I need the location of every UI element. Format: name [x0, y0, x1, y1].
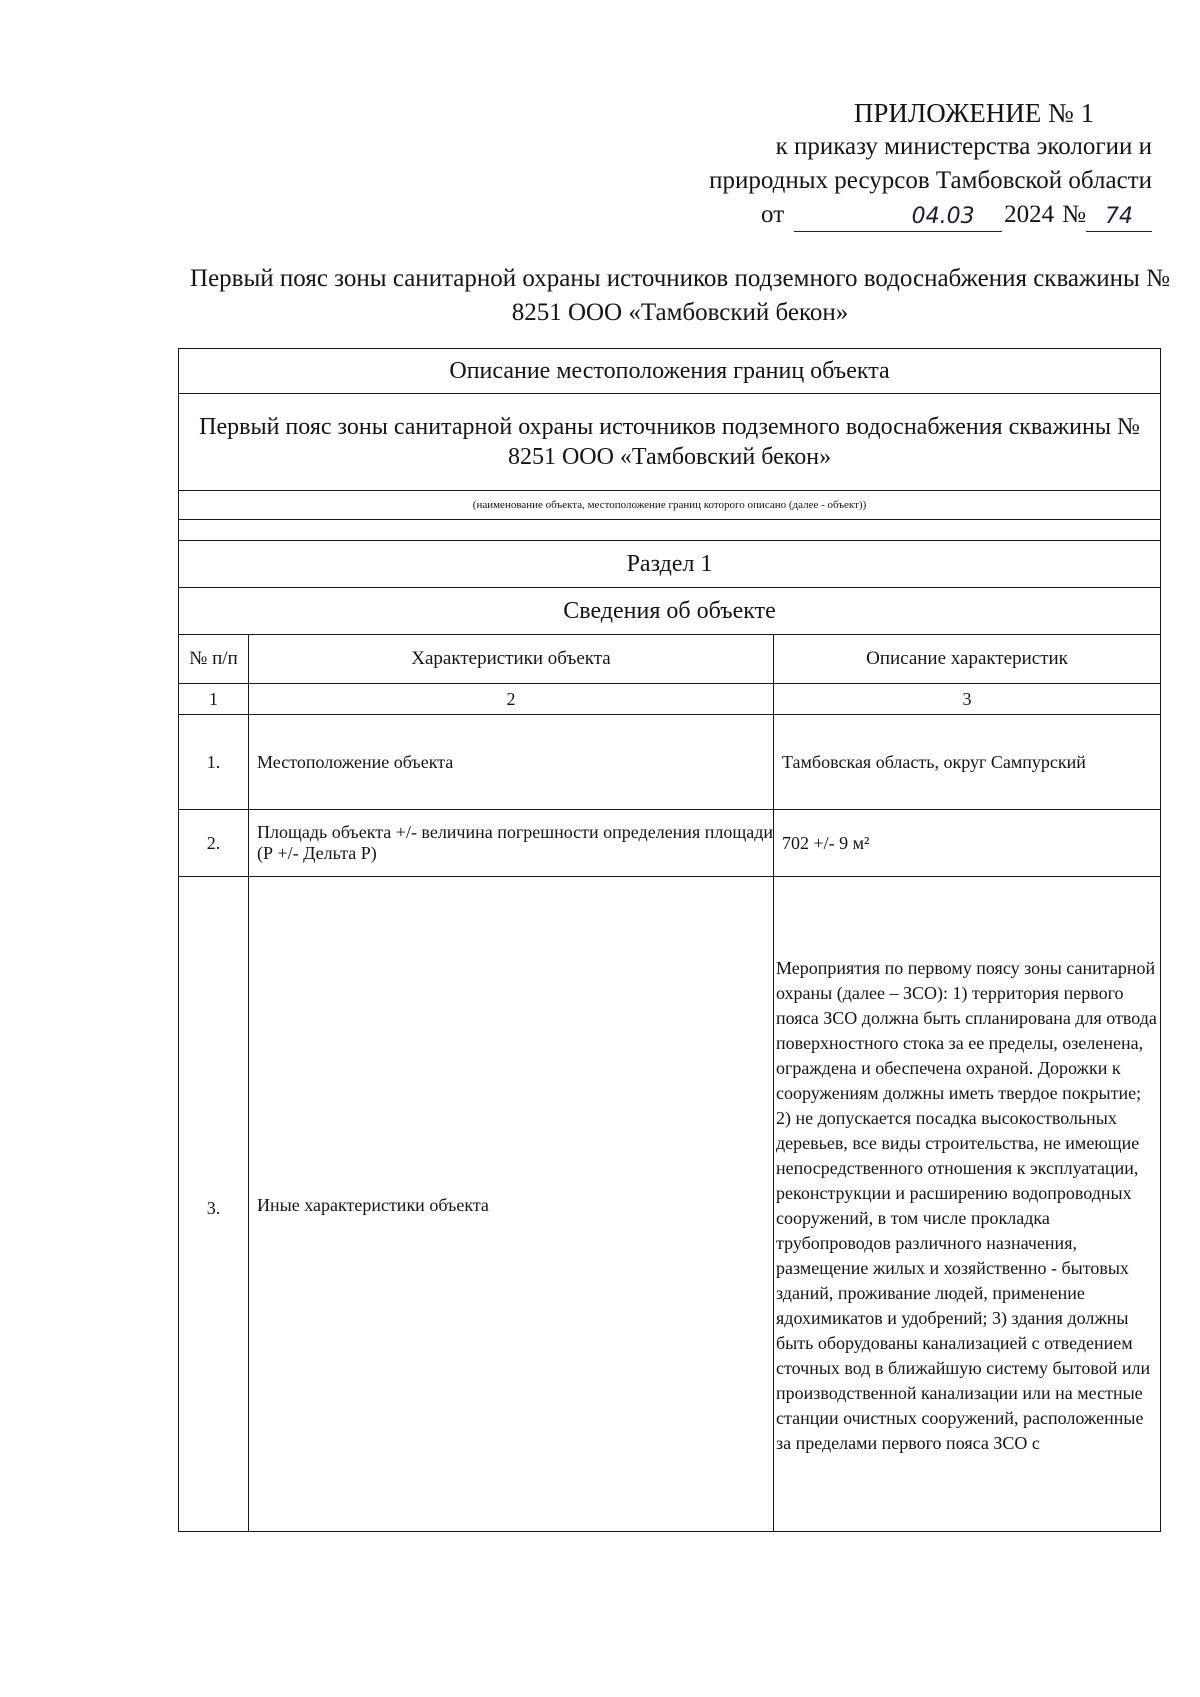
appendix-date-line: [632, 198, 1152, 232]
row-description: 702 +/- 9 м²: [774, 810, 1161, 877]
number-label: №: [1062, 201, 1086, 228]
table-row: [179, 715, 1161, 810]
from-label: от: [761, 201, 785, 228]
row-description: Тамбовская область, округ Сампурский: [774, 715, 1161, 810]
object-name: Первый пояс зоны санитарной охраны источников подземного водоснабжения скважины № 8251 ООО «Тамбовский бекон»: [179, 394, 1161, 491]
spacer-cell: [179, 520, 1161, 541]
appendix-line-2: к приказу министерства экологии и: [775, 133, 1152, 160]
number-field: [1086, 201, 1152, 232]
appendix-line-3: природных ресурсов Тамбовской области: [709, 167, 1152, 194]
appendix-title: ПРИЛОЖЕНИЕ № 1: [853, 98, 1094, 128]
date-handwritten: 04.03: [911, 204, 975, 229]
section-row: [179, 541, 1161, 588]
table-heading: Описание местоположения границ объекта: [179, 349, 1161, 394]
object-name-row: [179, 394, 1161, 491]
appendix-header: [632, 96, 1152, 232]
table-heading-row: [179, 349, 1161, 394]
boundaries-table: [178, 348, 1161, 1532]
row-characteristic: Иные характеристики объекта: [249, 877, 774, 1532]
object-name-note-row: [179, 491, 1161, 520]
number-handwritten: 74: [1105, 204, 1133, 229]
column-number-3: 3: [774, 684, 1161, 715]
document-title: Первый пояс зоны санитарной охраны источников подземного водоснабжения скважины № 8251 ООО «Тамбовский бекон»: [190, 265, 1170, 326]
column-header-number: № п/п: [179, 635, 249, 684]
column-header-row: [179, 635, 1161, 684]
year: 2024: [1004, 201, 1055, 228]
row-number: 1.: [179, 715, 249, 810]
row-characteristic: Площадь объекта +/- величина погрешности определения площади (Р +/- Дельта Р): [249, 810, 774, 877]
column-number-1: 1: [179, 684, 249, 715]
section-title: Сведения об объекте: [179, 588, 1161, 635]
section-label: Раздел 1: [179, 541, 1161, 588]
table-row: [179, 810, 1161, 877]
section-title-row: [179, 588, 1161, 635]
object-name-note: (наименование объекта, местоположение границ которого описано (далее - объект)): [179, 491, 1161, 520]
column-number-row: [179, 684, 1161, 715]
row-number: 2.: [179, 810, 249, 877]
row-number-text: 3.: [206, 1197, 221, 1218]
table-row: [179, 877, 1161, 1532]
row-number: [179, 877, 249, 1532]
column-header-characteristic: Характеристики объекта: [249, 635, 774, 684]
column-number-2: 2: [249, 684, 774, 715]
row-characteristic: Местоположение объекта: [249, 715, 774, 810]
date-field: [794, 201, 1002, 232]
spacer-row: [179, 520, 1161, 541]
row-description: Мероприятия по первому поясу зоны санитарной охраны (далее – ЗСО): 1) территория первого пояса ЗСО должна быть спланирована для отвода поверхностного стока за ее пределы, озеленена, ограждена и обеспечена охраной. Дорожки к сооружениям должны иметь твердое покрытие; 2) не допускается посадка высокоствольных деревьев, все виды строительства, не имеющие непосредственного отношения к эксплуатации, реконструкции и расширению водопроводных сооружений, в том числе прокладка трубопроводов различного назначения, размещение жилых и хозяйственно - бытовых зданий, проживание людей, применение ядохимикатов и удобрений; 3) здания должны быть оборудованы канализацией с отведением сточных вод в ближайшую систему бытовой или производственной канализации или на местные станции очистных сооружений, расположенные за пределами первого пояса ЗСО с: [774, 877, 1161, 1532]
column-header-description: Описание характеристик: [774, 635, 1161, 684]
